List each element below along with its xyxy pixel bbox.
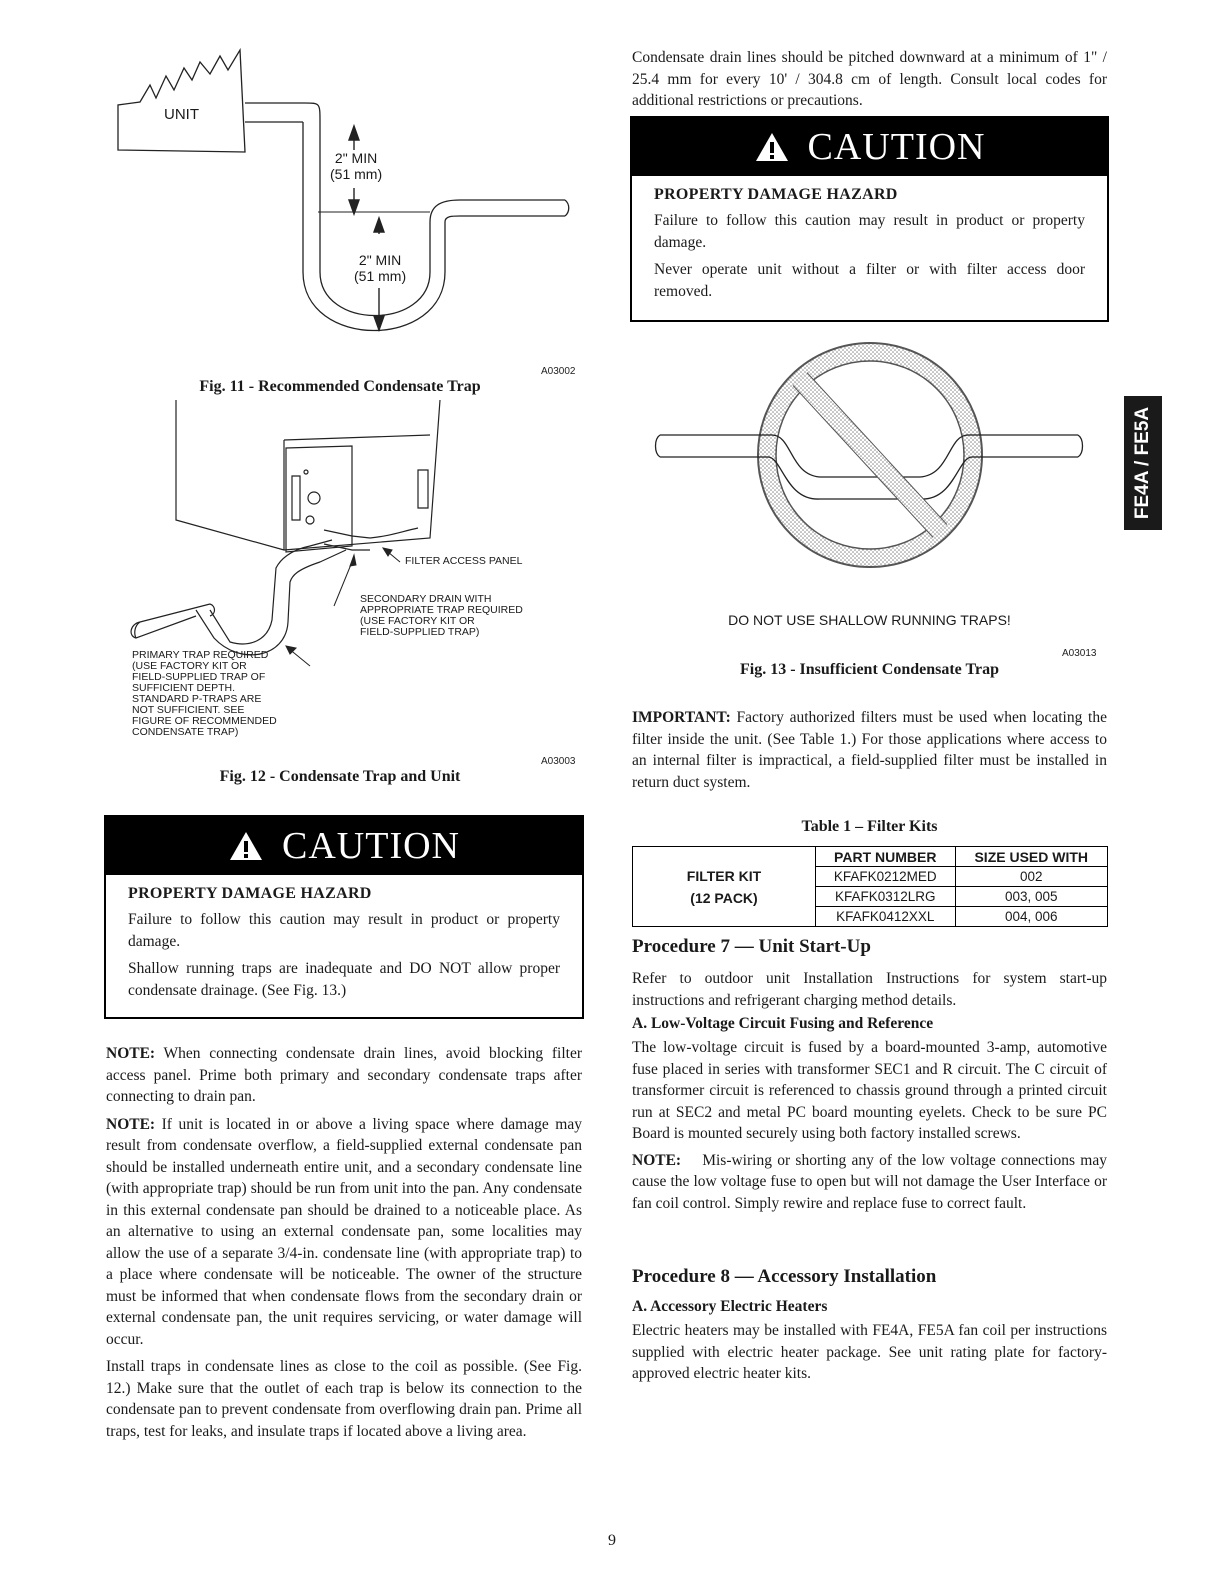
caution-hazard: PROPERTY DAMAGE HAZARD — [128, 885, 372, 902]
part-number-cell: KFAFK0312LRG — [816, 887, 956, 907]
column-header-size: SIZE USED WITH — [955, 847, 1108, 867]
procedure-7-body: The low-voltage circuit is fused by a board-mounted 3-amp, automotive fuse placed in series with transformer SEC1 and R circuit. The C circuit of transformer circuit is referenced to chassis ground through a printed circuit run at SEC2 and metal PC board mounting eyelets. Check to be sure PC Board is mounted securely using both factory installed screws. — [632, 1039, 1107, 1142]
table-1-title: Table 1 – Filter Kits — [801, 818, 938, 835]
caution-header — [106, 817, 582, 875]
caution-box-left — [104, 815, 584, 1019]
figure-11-id: A03002 — [541, 366, 576, 377]
warning-triangle-icon — [754, 131, 790, 163]
procedure-7-title: Procedure 7 — Unit Start-Up — [632, 936, 871, 957]
note-living-space — [106, 1114, 582, 1351]
figure-13-id: A03013 — [1062, 648, 1097, 659]
caution-paragraph-2: Shallow running traps are inadequate and DO NOT allow proper condensate drainage. (See Fig. 13.) — [128, 960, 560, 999]
caution-header — [632, 118, 1107, 176]
unit-label: UNIT — [164, 106, 199, 123]
filter-kit-label: FILTER KIT — [686, 867, 762, 884]
size-cell: 003, 005 — [955, 887, 1108, 907]
note-label: NOTE: — [106, 1115, 156, 1133]
important-text: Factory authorized filters must be used when locating the filter inside the unit. (See Table 1.) For those applications where access to an internal filter is impractical, a field-supplied filter must be installed in return duct system. — [632, 709, 1107, 791]
shallow-trap-prohibited-diagram — [640, 335, 1100, 595]
dimension-lower-line1: 2" MIN — [358, 252, 402, 268]
column-header-part-number: PART NUMBER — [816, 847, 956, 867]
caution-title: CAUTION — [282, 825, 460, 867]
procedure-8-subsection-a: A. Accessory Electric Heaters — [632, 1298, 828, 1315]
part-number-cell: KFAFK0212MED — [816, 867, 956, 887]
caution-body — [632, 176, 1107, 318]
page-number: 9 — [608, 1532, 616, 1549]
note-text: When connecting condensate drain lines, avoid blocking filter access panel. Prime both primary and secondary condensate traps after connecting to drain pan. — [106, 1045, 582, 1105]
dimension-upper-line2: (51 mm) — [330, 166, 383, 182]
dimension-label-upper — [330, 150, 382, 182]
note-label: NOTE: — [632, 1151, 682, 1169]
procedure-7-section — [632, 936, 1111, 1214]
warning-triangle-icon — [228, 830, 264, 862]
caution-paragraph-1: Failure to follow this caution may result in product or property damage. — [654, 212, 1085, 251]
secondary-drain-label: SECONDARY DRAIN WITH APPROPRIATE TRAP REQUIRED (USE FACTORY KIT OR FIELD-SUPPLIED TRAP) — [360, 593, 523, 638]
procedure-8-title: Procedure 8 — Accessory Installation — [632, 1266, 937, 1287]
procedure-7-intro: Refer to outdoor unit Installation Instructions for system start-up instructions and refrigerant charging method details. — [632, 970, 1107, 1009]
size-cell: 002 — [955, 867, 1108, 887]
procedure-8-body: Electric heaters may be installed with FE4A, FE5A fan coil per instructions supplied with electric heater package. See unit rating plate for factory-approved electric heater kits. — [632, 1322, 1107, 1382]
caution-paragraph-1: Failure to follow this caution may result in product or property damage. — [128, 911, 560, 950]
figure-11-caption: Fig. 11 - Recommended Condensate Trap — [199, 378, 481, 395]
table-row — [633, 847, 1108, 867]
install-traps-paragraph: Install traps in condensate lines as close to the coil as possible. (See Fig. 12.) Make sure that the outlet of each trap is below its connection to the condensate pan to prevent condensate from overflowing drain pan. Prime all traps, test for leaks, and insulate traps if located above a living area. — [106, 1358, 582, 1440]
dimension-lower-line2: (51 mm) — [354, 268, 407, 284]
filter-kit-header-cell — [633, 847, 816, 927]
figure-12 — [100, 400, 590, 760]
important-label: IMPORTANT: — [632, 709, 731, 726]
caution-body — [106, 875, 582, 1017]
caution-paragraph-2: Never operate unit without a filter or with filter access door removed. — [654, 261, 1085, 300]
dimension-upper-line1: 2" MIN — [334, 150, 378, 166]
filter-kits-table — [632, 846, 1108, 927]
note-text: If unit is located in or above a living space where damage may result from condensate overflow, a field-supplied external condensate pan should be installed underneath entire unit, and a secondary condensate line (with appropriate trap) should be run from unit into the pan. Any condensate in this external condensate pan should be drained to a noticeable place. As an alternative to using an external condensate pan, some localities may allow the use of a separate 3/4-in. condensate line (with appropriate trap) to a place where condensate will be noticeable. The owner of the structure must be informed that when condensate flows from the secondary drain or external condensate pan, the unit requires servicing, or water damage will occur. — [106, 1115, 582, 1348]
figure-13 — [640, 335, 1100, 595]
important-filters-paragraph — [632, 707, 1107, 793]
note-label: NOTE: — [106, 1045, 156, 1062]
caution-title: CAUTION — [807, 126, 986, 168]
size-cell: 004, 006 — [955, 907, 1108, 927]
note-filter-panel — [106, 1043, 582, 1108]
procedure-7-note — [632, 1150, 1111, 1215]
caution-box-right — [630, 116, 1109, 322]
part-number-cell: KFAFK0412XXL — [816, 907, 956, 927]
side-tab-label: FE4A / FE5A — [1132, 406, 1154, 520]
dimension-label-lower — [354, 252, 406, 284]
figure-13-warning-label: DO NOT USE SHALLOW RUNNING TRAPS! — [728, 612, 1011, 628]
figure-12-id: A03003 — [541, 756, 576, 767]
primary-trap-label: PRIMARY TRAP REQUIRED (USE FACTORY KIT OR FIELD-SUPPLIED TRAP OF SUFFICIENT DEPTH. STANDARD P-TRAPS ARE NOT SUFFICIENT. SEE FIGURE OF RECOMMENDED CONDENSATE TRAP) — [132, 649, 277, 738]
figure-13-caption: Fig. 13 - Insufficient Condensate Trap — [740, 661, 999, 678]
note-text: Mis-wiring or shorting any of the low voltage connections may cause the low voltage fuse to open but will not damage the User Interface or fan coil control. Simply rewire and replace fuse to correct fault. — [632, 1151, 1111, 1212]
filter-kit-pack-label: (12 PACK) — [690, 889, 758, 906]
drain-pitch-paragraph: Condensate drain lines should be pitched downward at a minimum of 1" / 25.4 mm for every 10' / 304.8 cm of length. Consult local codes for additional restrictions or precautions. — [632, 49, 1107, 109]
figure-11 — [100, 40, 590, 360]
procedure-7-subsection-a: A. Low-Voltage Circuit Fusing and Reference — [632, 1015, 934, 1032]
caution-hazard: PROPERTY DAMAGE HAZARD — [654, 186, 898, 203]
side-tab — [1124, 396, 1162, 530]
procedure-8-section — [632, 1266, 1107, 1385]
filter-access-panel-label: FILTER ACCESS PANEL — [405, 555, 523, 567]
figure-12-caption: Fig. 12 - Condensate Trap and Unit — [219, 768, 461, 785]
left-body-text — [106, 1043, 582, 1442]
condensate-trap-diagram — [100, 40, 590, 360]
